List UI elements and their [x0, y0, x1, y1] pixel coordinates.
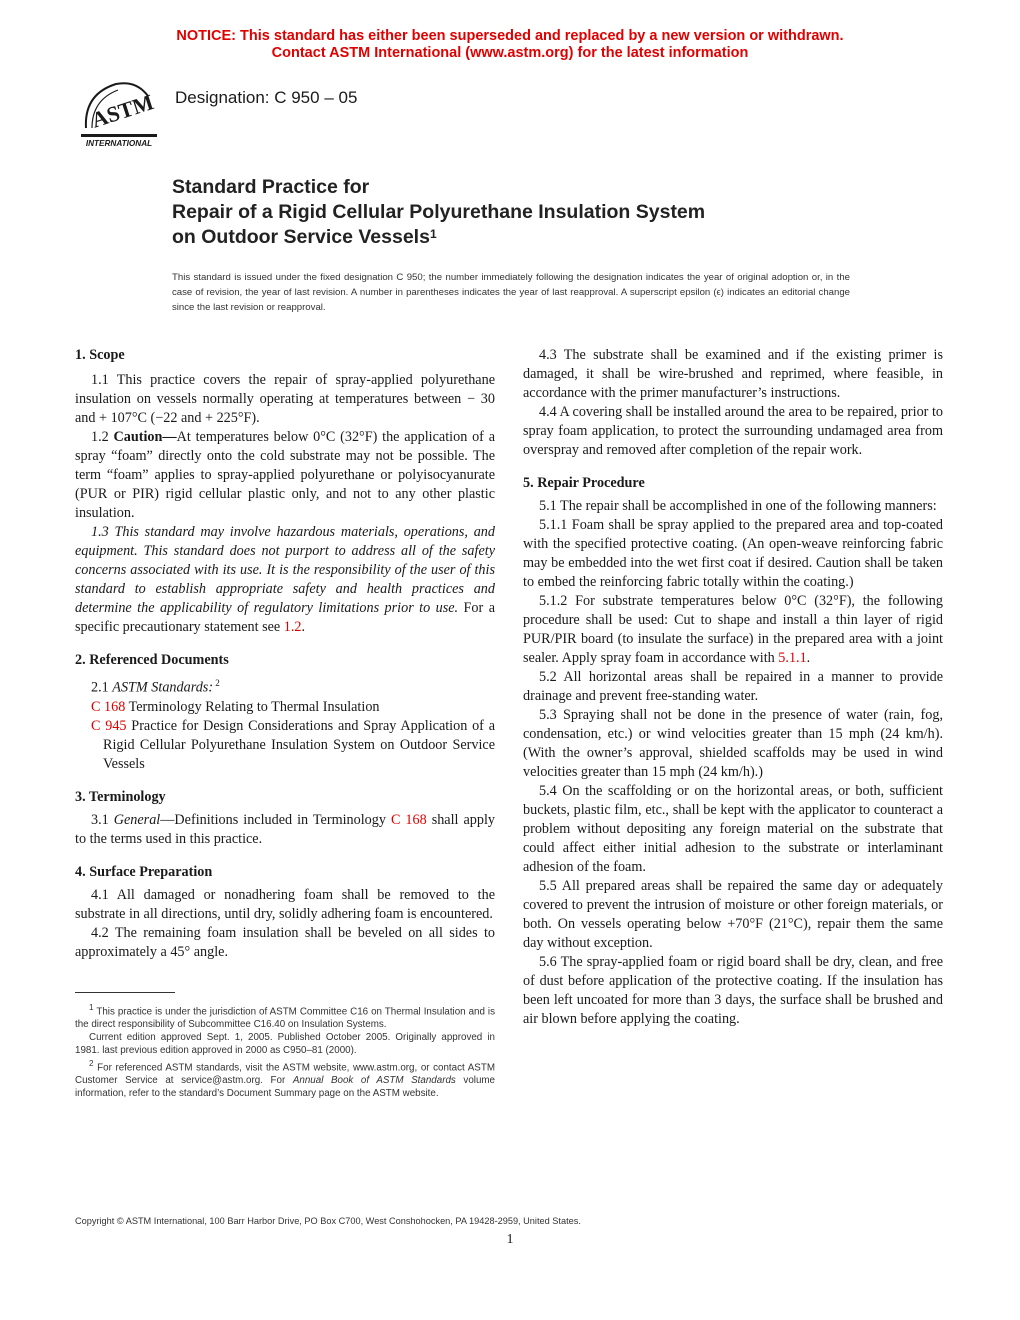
title-line-2: Repair of a Rigid Cellular Polyurethane Insulation System: [172, 201, 706, 223]
supersede-notice: [0, 28, 1020, 62]
para-5-1-1: 5.1.1 Foam shall be spray applied to the prepared area and top-coated with the specified protective coating. (An open-weave reinforcing fabric may be embedded into the wet first coat if desired. Caution shall be taken to embed the reinforcing fabric totally within the coating.): [523, 517, 943, 590]
para-2-1: 2.1 ASTM Standards: $^2$: [91, 678, 220, 696]
para-3-1: 3.1 General—Definitions included in Terminology C 168 shall apply to the terms used in this practice.: [75, 811, 496, 847]
para-5-3: 5.3 Spraying shall not be done in the presence of water (rain, fog, condensation, etc.) or wind velocities greater than 15 mph (24 km/h). (With the owner’s approval, shielded scaffolds may be used in wind velocities greater than 15 mph (24 km/h).): [523, 707, 943, 780]
para-5-6: 5.6 The spray-applied foam or rigid board shall be dry, clean, and free of dust before application of the protective coating. If the insulation has been left uncoated for more than 3 days, the surface shall be brushed and air blown before applying the coating.: [523, 954, 943, 1027]
footnote-divider: [75, 992, 175, 993]
para-1-2: 1.2 Caution—At temperatures below 0°C (32°F) the application of a spray “foam” directly onto the cold substrate may not be possible. The term “foam” applies to spray-applied polyurethane or polyisocyanurate (PUR or PIR) rigid cellular plastic only, and not to any other plastic insulation.: [75, 429, 495, 521]
para-4-1: 4.1 All damaged or nonadhering foam shall be removed to the substrate in all directions, until dry, solidly adhering foam is encountered.: [75, 886, 495, 922]
document-title: [172, 175, 705, 250]
title-line-3: on Outdoor Service Vessels$^1$: [172, 226, 437, 248]
designation: Designation: C 950 – 05: [175, 88, 358, 107]
link-c945[interactable]: C 945: [91, 717, 127, 734]
notice-line-1: NOTICE: This standard has either been superseded and replaced by a new version or withdrawn.: [176, 28, 844, 44]
link-5-1-1[interactable]: 5.1.1: [778, 650, 807, 666]
astm-logo: [78, 76, 160, 152]
link-c168-terminology[interactable]: C 168: [390, 811, 427, 828]
logo-text: ASTM: [88, 89, 157, 133]
section-5-heading: 5. Repair Procedure: [523, 475, 645, 491]
right-column: [523, 346, 943, 1029]
ref-c168: C 168 Terminology Relating to Thermal Insulation: [91, 698, 380, 715]
para-5-4: 5.4 On the scaffolding or on the horizontal areas, or both, sufficient buckets, plastic film, etc., shall be kept with the applicator to counteract a problem without depositing any foreign material on the substrate that could affect either initial adhesion to the substrate or interlaminant adhesion of the foam.: [523, 783, 943, 875]
ref-c945: C 945 Practice for Design Considerations and Spray Application of a Rigid Cellular Polyurethane Insulation System on Outdoor Service Vessels: [91, 717, 495, 772]
copyright-line: Copyright © ASTM International, 100 Barr Harbor Drive, PO Box C700, West Conshohocken, PA 19428-2959, United States.: [75, 1216, 581, 1226]
section-1-heading: 1. Scope: [75, 347, 125, 363]
para-5-1-2: 5.1.2 For substrate temperatures below 0°C (32°F), the following procedure shall be used: Cut to shape and install a thin layer of rigid PUR/PIR board (to insulate the surface) in the prepared area with a joint sealer. Apply spray foam in accordance with 5.1.1.: [523, 593, 943, 666]
footnote-1: $^1$ This practice is under the jurisdiction of ASTM Committee C16 on Thermal Insulation and is the direct responsibility of Subcommittee C16.40 on Insulation Systems.: [75, 1002, 495, 1030]
para-4-3: 4.3 The substrate shall be examined and if the existing primer is damaged, it shall be wire-brushed and reprimed, where feasible, in accordance with the primer manufacturer’s instructions.: [523, 347, 943, 401]
issue-note: This standard is issued under the fixed designation C 950; the number immediately following the designation indicates the year of original adoption or, in the case of revision, the year of last revision. A number in parentheses indicates the year of last reapproval. A superscript epsilon (ϵ) indicates an editorial change since the last revision or reapproval.: [172, 272, 850, 313]
logo-subtext: INTERNATIONAL: [85, 139, 153, 148]
footnote-1b: Current edition approved Sept. 1, 2005. Published October 2005. Originally approved in 1981. last previous edition approved in 2000 as C950–81 (2000).: [75, 1032, 495, 1056]
title-footnote-ref[interactable]: 1: [429, 227, 437, 241]
section-2-heading: 2. Referenced Documents: [75, 652, 229, 668]
link-c168[interactable]: C 168: [91, 698, 126, 715]
para-5-1: 5.1 The repair shall be accomplished in one of the following manners:: [539, 498, 937, 514]
notice-line-2: Contact ASTM International (www.astm.org) for the latest information: [271, 45, 749, 61]
section-4-heading: 4. Surface Preparation: [75, 863, 213, 880]
footnote-2: $^2$ For referenced ASTM standards, visit the ASTM website, www.astm.org, or contact ASTM Customer Service at service@astm.org. For Annual Book of ASTM Standards volume information, refer to the standard’s Document Summary page on the ASTM website.: [75, 1059, 496, 1100]
para-5-5: 5.5 All prepared areas shall be repaired the same day or adequately covered to prevent the intrusion of moisture or other foreign materials, or both. On vessels operating below +70°F (21°C), repair them the same day without exception.: [523, 878, 943, 951]
para-1-3: 1.3 This standard may involve hazardous materials, operations, and equipment. This standard does not purport to address all of the safety concerns associated with its use. It is the responsibility of the user of this standard to establish appropriate safety and health practices and determine the applicability of regulatory limitations prior to use. For a specific precautionary statement see 1.2.: [75, 524, 495, 635]
title-line-1: Standard Practice for: [172, 176, 370, 198]
para-1-1: 1.1 This practice covers the repair of spray-applied polyurethane insulation on vessels normally operating at temperatures between − 30 and + 107°C (−22 and + 225°F).: [75, 372, 495, 426]
left-column: [75, 346, 495, 1100]
section-3-heading: 3. Terminology: [75, 788, 166, 805]
para-4-2: 4.2 The remaining foam insulation shall be beveled on all sides to approximately a 45° angle.: [75, 924, 495, 960]
para-5-2: 5.2 All horizontal areas shall be repaired in a manner to provide drainage and prevent free-standing water.: [523, 669, 943, 704]
link-1-2[interactable]: 1.2: [283, 619, 302, 635]
para-4-4: 4.4 A covering shall be installed around the area to be repaired, prior to spray foam application, to protect the surrounding undamaged area from overspray and removed after completion of the repair work.: [523, 404, 943, 458]
page-number: 1: [506, 1232, 514, 1247]
footnotes: [75, 1001, 495, 1101]
